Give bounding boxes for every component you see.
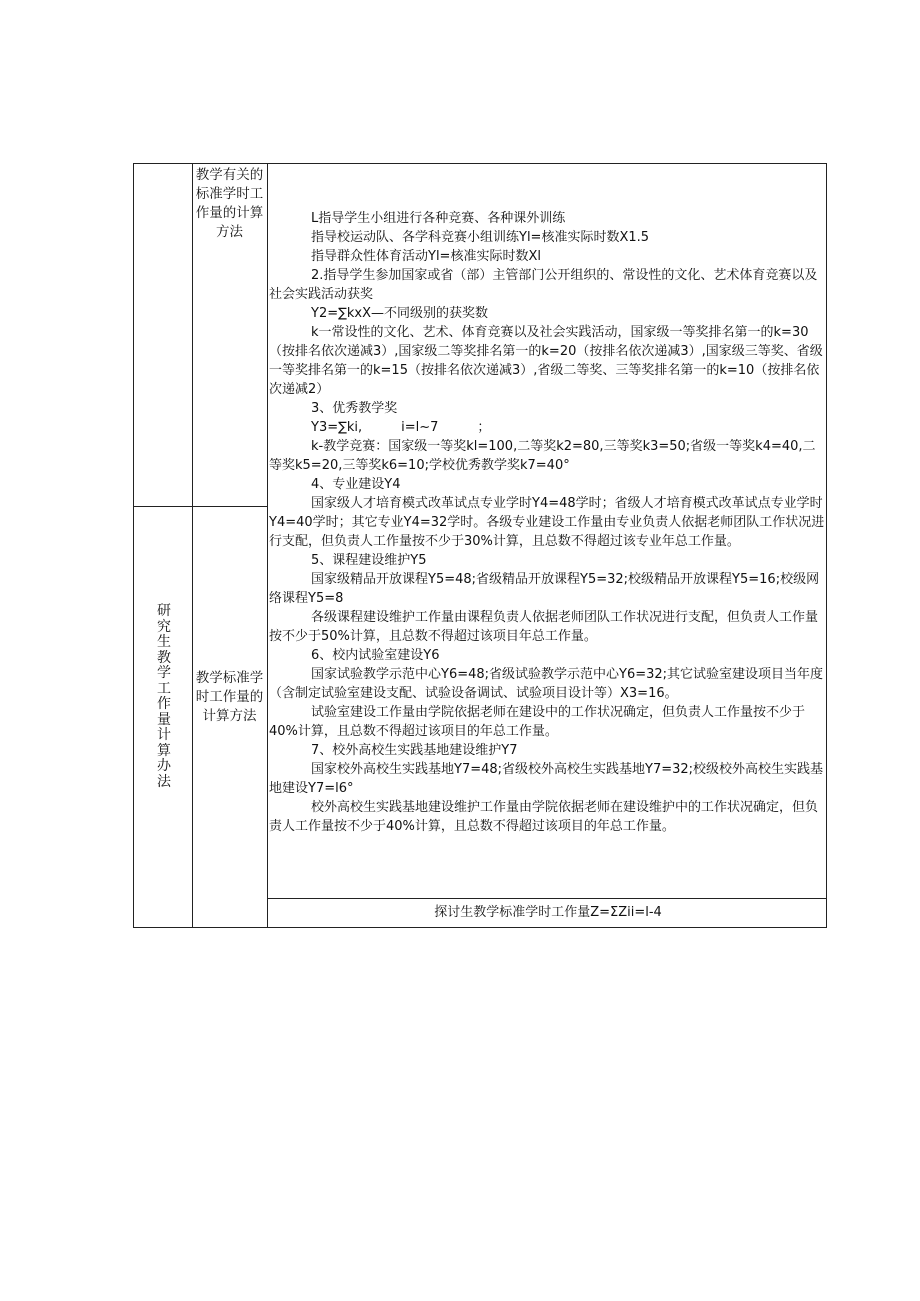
content-paragraph: Y3=∑ki, i=l~7 ； — [311, 420, 491, 435]
content-paragraph: 指导校运动队、各学科竞赛小组训练Yl=核准实际时数X1.5 — [311, 230, 650, 245]
content-paragraph: 3、优秀教学奖 — [311, 401, 398, 416]
section-label-char: 研 — [157, 603, 171, 619]
section-label-char: 究 — [157, 618, 171, 635]
column-divider-2 — [267, 164, 268, 927]
content-paragraph: L指导学生小组进行各种竞赛、各种课外训练 — [311, 211, 566, 226]
content-paragraph: k-教学竞赛：国家级一等奖kl=100,二等奖k2=80,三等奖k3=50;省级一等奖k4=40,二等奖k5=20,三等奖k6=10;学校优秀教学奖k7=40° — [269, 439, 816, 473]
content-paragraph: 各级课程建设维护工作量由课程负责人依据老师团队工作状况进行支配，但负责人工作量按不少于50%计算，且总数不得超过该项目年总工作量。 — [269, 610, 819, 644]
content-paragraph: 校外高校生实践基地建设维护工作量由学院依据老师在建设维护中的工作状况确定，但负责人工作量按不少于40%计算，且总数不得超过该项目的年总工作量。 — [269, 800, 819, 834]
section-label-char: 学 — [157, 665, 171, 681]
column-divider-1 — [192, 164, 193, 927]
content-paragraph: 7、校外高校生实践基地建设维护Y7 — [311, 743, 518, 758]
row-divider-labels — [192, 506, 267, 507]
content-paragraph: 6、校内试验室建设Y6 — [311, 648, 440, 663]
content-paragraph: 国家级人才培育模式改革试点专业学时Y4=48学时；省级人才培育模式改革试点专业学时Y4=40学时；其它专业Y4=32学时。各级专业建设工作量由专业负责人依据老师团队工作状况进行支配，但负责人工作量按不少于30%计算，且总数不得超过该专业年总工作量。 — [269, 496, 825, 549]
content-paragraph: 5、课程建设维护Y5 — [311, 553, 427, 568]
lower-method-label: 教学标准学时工作量的计算方法 — [195, 670, 264, 724]
workload-table — [133, 163, 827, 928]
section-label-char: 算 — [157, 742, 171, 759]
content-paragraph: 4、专业建设Y4 — [311, 477, 401, 492]
content-paragraph: k一常设性的文化、艺术、体育竞赛以及社会实践活动，国家级一等奖排名第一的k=30（按排名依次递减3）,国家级二等奖排名第一的k=20（按排名依次递减3）,国家级三等奖、省级一等奖排名第一的k=15（按排名依次递减3）,省级二等奖、三等奖排名第一的k=10（按排名依次递减2） — [269, 325, 823, 397]
section-label-char: 计 — [157, 727, 171, 743]
row-divider-section — [134, 506, 192, 507]
content-paragraph: 指导群众性体育活动Yl=核准实际时数Xl — [311, 249, 541, 264]
section-label-char: 工 — [157, 680, 171, 697]
content-paragraph: 国家试验教学示范中心Y6=48;省级试验教学示范中心Y6=32;其它试验室建设项目当年度（含制定试验室建设支配、试验设备调试、试验项目设计等）X3=16。 — [269, 667, 824, 701]
section-label-char: 量 — [157, 711, 171, 728]
section-label — [144, 604, 184, 790]
content-paragraph: Y2=∑kxX—不同级别的获奖数 — [311, 306, 488, 321]
content-paragraph: 国家级精品开放课程Y5=48;省级精品开放课程Y5=32;校级精品开放课程Y5=16;校级网络课程Y5=8 — [269, 572, 820, 606]
content-paragraph: 国家校外高校生实践基地Y7=48;省级校外高校生实践基地Y7=32;校级校外高校生实践基地建设Y7=l6° — [269, 762, 824, 796]
section-label-char: 生 — [157, 634, 171, 650]
content-paragraph: 试验室建设工作量由学院依据老师在建设中的工作状况确定，但负责人工作量按不少于40%计算，且总数不得超过该项目的年总工作量。 — [269, 705, 806, 739]
section-label-char: 作 — [157, 696, 171, 712]
summary-formula: 探讨生教学标准学时工作量Z=ΣZii=l-4 — [434, 905, 662, 920]
section-label-char: 办 — [157, 758, 171, 774]
content-paragraph: 2.指导学生参加国家或省（部）主管部门公开组织的、常设性的文化、艺术体育竞赛以及社会实践活动获奖 — [269, 268, 818, 302]
section-label-char: 教 — [157, 649, 171, 666]
calculation-content — [269, 209, 827, 836]
section-label-char: 法 — [157, 773, 171, 790]
upper-method-label: 教学有关的标准学时工作量的计算方法 — [195, 167, 264, 240]
